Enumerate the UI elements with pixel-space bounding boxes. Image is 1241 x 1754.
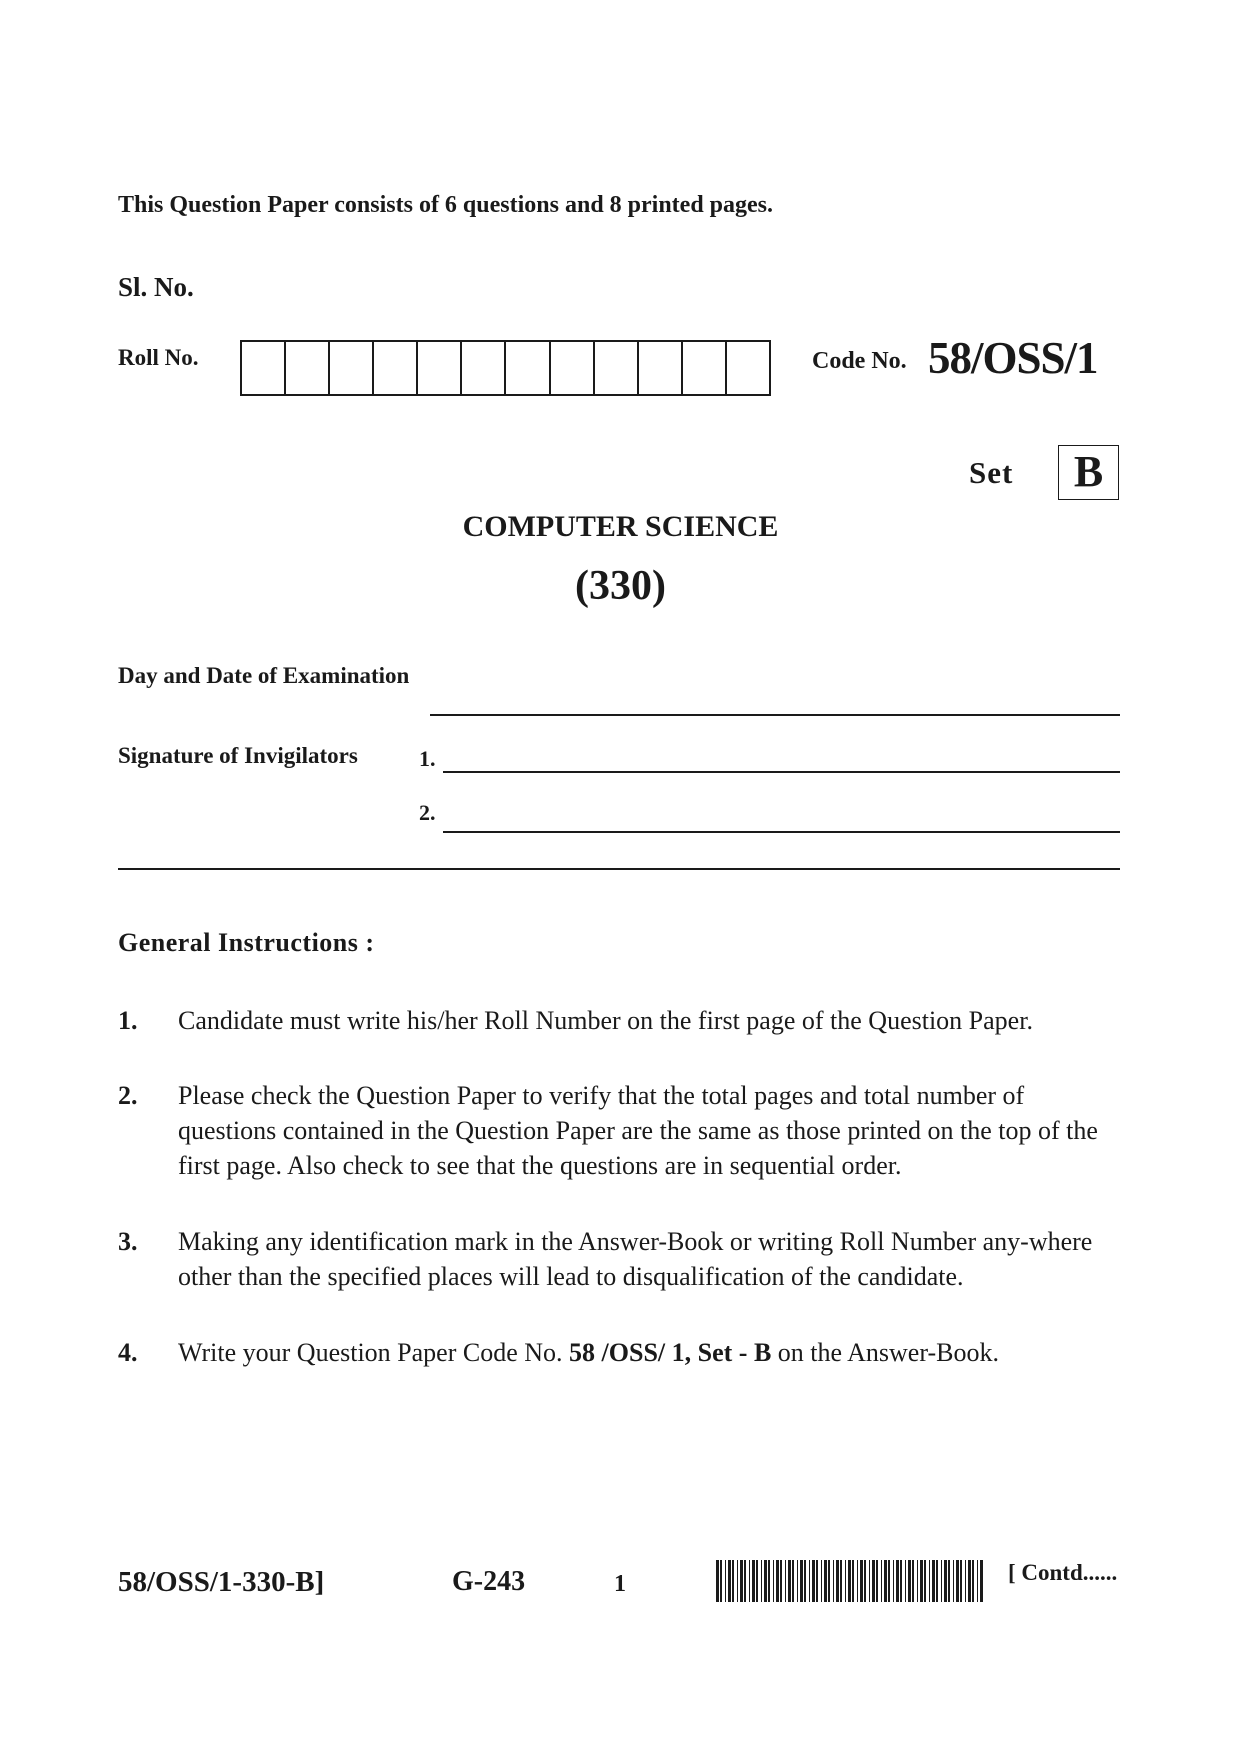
code-number-label: Code No. [812,348,907,374]
signature-1-line[interactable] [443,771,1120,773]
instruction-item [118,1003,1128,1038]
instruction-number: 1. [118,1006,138,1035]
roll-number-label: Roll No. [118,345,199,370]
barcode-image [716,1560,984,1602]
serial-number-label: Sl. No. [118,272,194,302]
roll-number-box[interactable] [683,342,727,394]
footer-series-code: G-243 [452,1566,526,1597]
exam-date-line[interactable] [430,714,1120,716]
instruction-text [178,1335,1128,1370]
roll-number-box[interactable] [506,342,550,394]
roll-number-box[interactable] [374,342,418,394]
instruction-number: 3. [118,1227,138,1256]
instruction-text-start: Write your Question Paper Code No. [178,1338,563,1367]
instruction-item [118,1078,1128,1183]
set-label: Set [969,455,1014,490]
set-value-box: B [1058,445,1119,500]
section-divider [118,868,1120,870]
instruction-text: Candidate must write his/her Roll Number on the first page of the Question Paper. [178,1006,1033,1035]
roll-number-box[interactable] [462,342,506,394]
instruction-item [118,1224,1128,1294]
exam-date-label: Day and Date of Examination [118,663,410,688]
invigilator-signature-label: Signature of Invigilators [118,743,358,768]
code-number-value: 58/OSS/1 [928,333,1098,383]
instruction-text-end: on the Answer-Book. [777,1338,999,1367]
roll-number-box[interactable] [418,342,462,394]
signature-1-number: 1. [419,746,436,771]
instruction-text: Making any identification mark in the Answer-Book or writing Roll Number any-where other than the specified places will lead to disqualification of the candidate. [178,1227,1093,1291]
signature-2-line[interactable] [443,831,1120,833]
roll-number-box[interactable] [639,342,683,394]
roll-number-box[interactable] [551,342,595,394]
signature-2-number: 2. [419,800,436,825]
roll-number-box[interactable] [330,342,374,394]
instruction-text: Please check the Question Paper to verify that the total pages and total number of questions contained in the Question Paper are the same as those printed on the top of the first page. Also check to see that the questions are in sequential order. [178,1081,1098,1180]
subject-code: (330) [575,563,666,609]
instruction-number: 2. [118,1081,138,1110]
subject-title: COMPUTER SCIENCE [462,510,779,543]
page-number: 1 [614,1571,626,1597]
footer-paper-code: 58/OSS/1-330-B] [118,1566,325,1598]
paper-code-emphasis: 58 /OSS/ 1, Set - B [569,1338,772,1367]
roll-number-box[interactable] [242,342,286,394]
instructions-heading: General Instructions : [118,928,375,957]
roll-number-box[interactable] [286,342,330,394]
roll-number-box[interactable] [595,342,639,394]
instruction-item [118,1335,1128,1370]
paper-info-note: This Question Paper consists of 6 questions and 8 printed pages. [118,192,774,218]
continued-marker: [ Contd...... [1008,1560,1118,1585]
instruction-number: 4. [118,1338,138,1367]
roll-number-box[interactable] [727,342,769,394]
roll-number-boxes[interactable] [240,340,771,396]
